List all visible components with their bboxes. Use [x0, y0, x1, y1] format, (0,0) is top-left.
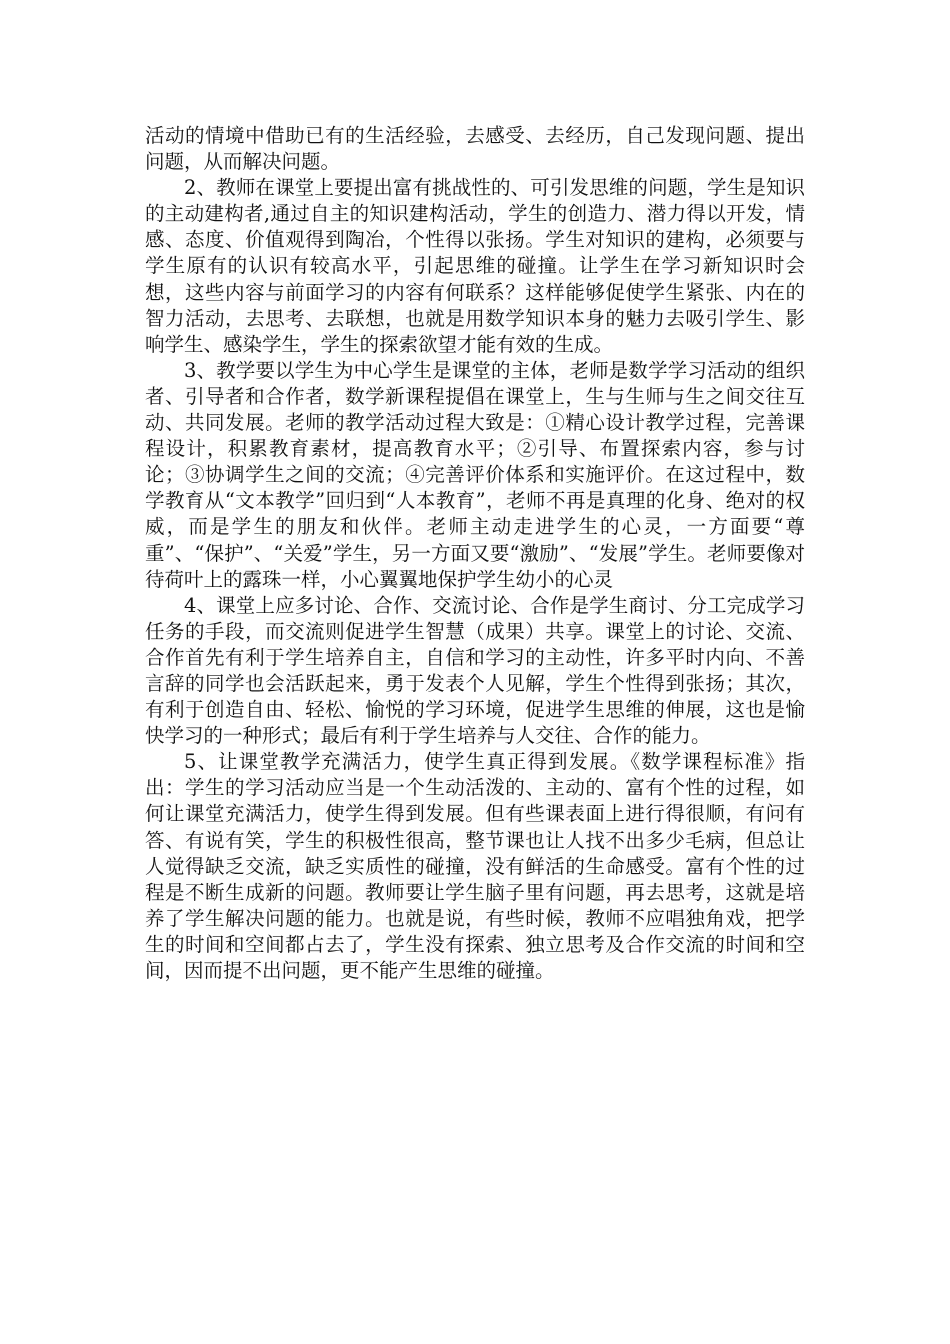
body-text: [145, 123, 805, 984]
paragraph-continuation: 活动的情境中借助已有的生活经验，去感受、去经历，自己发现问题、提出问题，从而解决问题。: [145, 124, 805, 174]
paragraph-point-5: 5、让课堂教学充满活力，使学生真正得到发展。《数学课程标准》指出：学生的学习活动应当是一个生动活泼的、主动的、富有个性的过程，如何让课堂充满活力，使学生得到发展。但有些课表面上进行得很顺，有问有答、有说有笑，学生的积极性很高，整节课也让人找不出多少毛病，但总让人觉得缺乏交流，缺乏实质性的碰撞，没有鲜活的生命感受。富有个性的过程是不断生成新的问题。教师要让学生脑子里有问题，再去思考，这就是培养了学生解决问题的能力。也就是说，有些时候，教师不应唱独角戏，把学生的时间和空间都占去了，学生没有探索、独立思考及合作交流的时间和空间，因而提不出问题，更不能产生思维的碰撞。: [145, 750, 805, 982]
paragraph-point-2: 2、教师在课堂上要提出富有挑战性的、可引发思维的问题，学生是知识的主动建构者,通过自主的知识建构活动，学生的创造力、潜力得以开发，情感、态度、价值观得到陶冶，个性得以张扬。学生对知识的建构，必须要与学生原有的认识有较高水平，引起思维的碰撞。让学生在学习新知识时会想，这些内容与前面学习的内容有何联系？这样能够促使学生紧张、内在的智力活动，去思考、去联想，也就是用数学知识本身的魅力去吸引学生、影响学生、感染学生，学生的探索欲望才能有效的生成。: [145, 176, 805, 356]
paragraph-point-4: 4、课堂上应多讨论、合作、交流讨论、合作是学生商讨、分工完成学习任务的手段，而交流则促进学生智慧（成果）共享。课堂上的讨论、交流、合作首先有利于学生培养自主，自信和学习的主动性，许多平时内向、不善言辞的同学也会活跃起来，勇于发表个人见解，学生个性得到张扬；其次，有利于创造自由、轻松、愉悦的学习环境，促进学生思维的伸展，这也是愉快学习的一种形式；最后有利于学生培养与人交往、合作的能力。: [145, 593, 805, 748]
paragraph-point-3: 3、教学要以学生为中心学生是课堂的主体，老师是数学学习活动的组织者、引导者和合作者，数学新课程提倡在课堂上，生与生师与生之间交往互动、共同发展。老师的教学活动过程大致是：①精心设计教学过程，完善课程设计，积累教育素材，提高教育水平；②引导、布置探索内容，参与讨论；③协调学生之间的交流；④完善评价体系和实施评价。在这过程中，数学教育从“文本教学”回归到“人本教育”，老师不再是真理的化身、绝对的权威，而是学生的朋友和伙伴。老师主动走进学生的心灵，一方面要“尊重”、“保护”、“关爱”学生，另一方面又要“激励”、“发展”学生。老师要像对待荷叶上的露珠一样，小心翼翼地保护学生幼小的心灵: [145, 358, 805, 591]
